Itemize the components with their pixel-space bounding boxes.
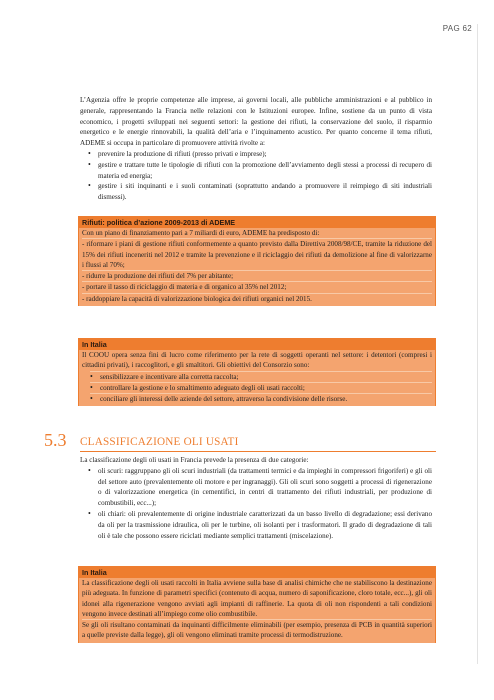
ademe-box-line: - portare il tasso di riciclaggio di materia e di organico al 35% nel 2012; <box>82 283 287 292</box>
section-rule <box>80 451 436 452</box>
section-bullet-list <box>88 466 432 542</box>
cooi-box-body <box>79 350 435 406</box>
classification-box-line: Se gli oli risultano contaminati da inquinanti difficilmente eliminabili (per esempio, presenza di PCB in quantità superiori a quelle previste dalla legge), gli oli vengono eliminati tramite processi di termodistruzione. <box>82 621 432 640</box>
margin-rule <box>477 24 478 664</box>
ademe-box-body <box>79 228 435 306</box>
section-number: 5.3 <box>44 430 67 450</box>
section-paragraph: La classificazione degli oli usati in Francia prevede la presenza di due categorie: <box>80 456 309 464</box>
classification-box-line: La classificazione degli oli usati raccolti in Italia avviene sulla base di analisi chimiche che ne stabiliscono la destinazione più adeguata. In funzione di parametri specifici (contenuto di acqua, numero di saponificazione, cloro totale, ecc...), gli oli idonei alla rigenerazione vengono avviati agli impianti di raffinerie. La quota di oli non rispondenti a tali condizioni vengono invece destinati all’impiego come olio combustibile. <box>82 579 432 618</box>
section-bullet: • oli chiari: oli prevalentemente di origine industriale caratterizzati da un basso livello di degradazione; essi derivano da oli per la trasmissione idraulica, oli per le turbine, oli isolanti per i trasformatori. Il grado di degradazione di tali oli è tale che possono essere riciclati mediante semplici trattamenti (miscelazione). <box>88 509 432 541</box>
section-bullet: • oli scuri: raggruppano gli oli scuri industriali (da trattamenti termici e da impieghi in compressori frigoriferi) e gli oli del settore auto (prevalentemente oli motore e per ingranaggi). Gli oli scuri sono soggetti a processi di rigenerazione o di valorizzazione energetica (in cementifici, in centri di trattamento dei rifiuti industriali, per produzione di combustibili, ecc...); <box>88 466 432 509</box>
ademe-box-title: Rifiuti: politica d’azione 2009-2013 di ADEME <box>79 216 435 228</box>
intro-paragraph: L’Agenzia offre le proprie competenze alle imprese, ai governi locali, alle pubbliche amministrazioni e al pubblico in generale, rappresentando la Francia nelle relazioni con le Istituzioni europee. Infine, sostiene da un punto di vista economico, i progetti sviluppati nei seguenti settori: la gestione dei rifiuti, la conservazione del suolo, il risparmio energetico e le energie rinnovabili, la qualità dell’aria e l’inquinamento acustico. Per quanto concerne il tema rifiuti, ADEME si occupa in particolare di promuovere attività rivolte a: <box>80 96 432 148</box>
ademe-box-line: - riformare i piani di gestione rifiuti conformemente a quanto previsto dalla Direttiva 2008/98/CE, tramite la riduzione del 15% dei rifiuti inceneriti nel 2012 e tramite la prevenzione e il riciclaggio dei rifiuti da demolizione al fine di valorizzarne i flussi al 70%; <box>82 240 432 269</box>
classification-box-body <box>79 578 435 643</box>
classification-box-title: In Italia <box>79 566 435 578</box>
classification-italy-box <box>78 566 436 643</box>
ademe-policy-box <box>78 216 436 306</box>
section-title: CLASSIFICAZIONE OLI USATI <box>80 436 239 448</box>
section-body <box>80 455 432 541</box>
intro-section <box>80 95 432 203</box>
intro-bullet: • gestire e trattare tutte le tipologie di rifiuti con la promozione dell’avviamento degli stessi a processi di recupero di materia ed energia; <box>88 160 432 182</box>
ademe-box-line: - raddoppiare la capacità di valorizzazione biologica dei rifiuti organici nel 2015. <box>82 294 312 303</box>
intro-bullet-list <box>88 149 432 203</box>
page-number: PAG 62 <box>442 24 472 33</box>
cooi-bullet: • conciliare gli interessi delle aziende del settore, attraverso la condivisione delle risorse. <box>90 393 432 404</box>
cooi-bullet: • controllare la gestione e lo smaltimento adeguato degli oli usati raccolti; <box>90 382 432 393</box>
intro-bullet: • gestire i siti inquinanti e i suoli contaminati (soprattutto andando a promuovere il reimpiego di siti industriali dismessi). <box>88 181 432 203</box>
cooi-italy-box <box>78 338 436 406</box>
cooi-bullet-list <box>90 371 432 405</box>
ademe-box-line: - ridurre la produzione dei rifiuti del 7% per abitante; <box>82 272 234 281</box>
cooi-box-paragraph: Il COOU opera senza fini di lucro come riferimento per la rete di soggetti operanti nel settore: i detentori (compresi i cittadini privati), i raccoglitori, e gli smaltitori. Gli obiettivi del Consorzio sono: <box>82 351 432 370</box>
intro-bullet: • prevenire la produzione di rifiuti (presso privati e imprese); <box>88 149 432 160</box>
cooi-box-title: In Italia <box>79 338 435 350</box>
ademe-box-line: Con un piano di finanziamento pari a 7 miliardi di euro, ADEME ha predisposto di: <box>82 229 320 237</box>
cooi-bullet: • sensibilizzare e incentivare alla corretta raccolta; <box>90 371 432 382</box>
